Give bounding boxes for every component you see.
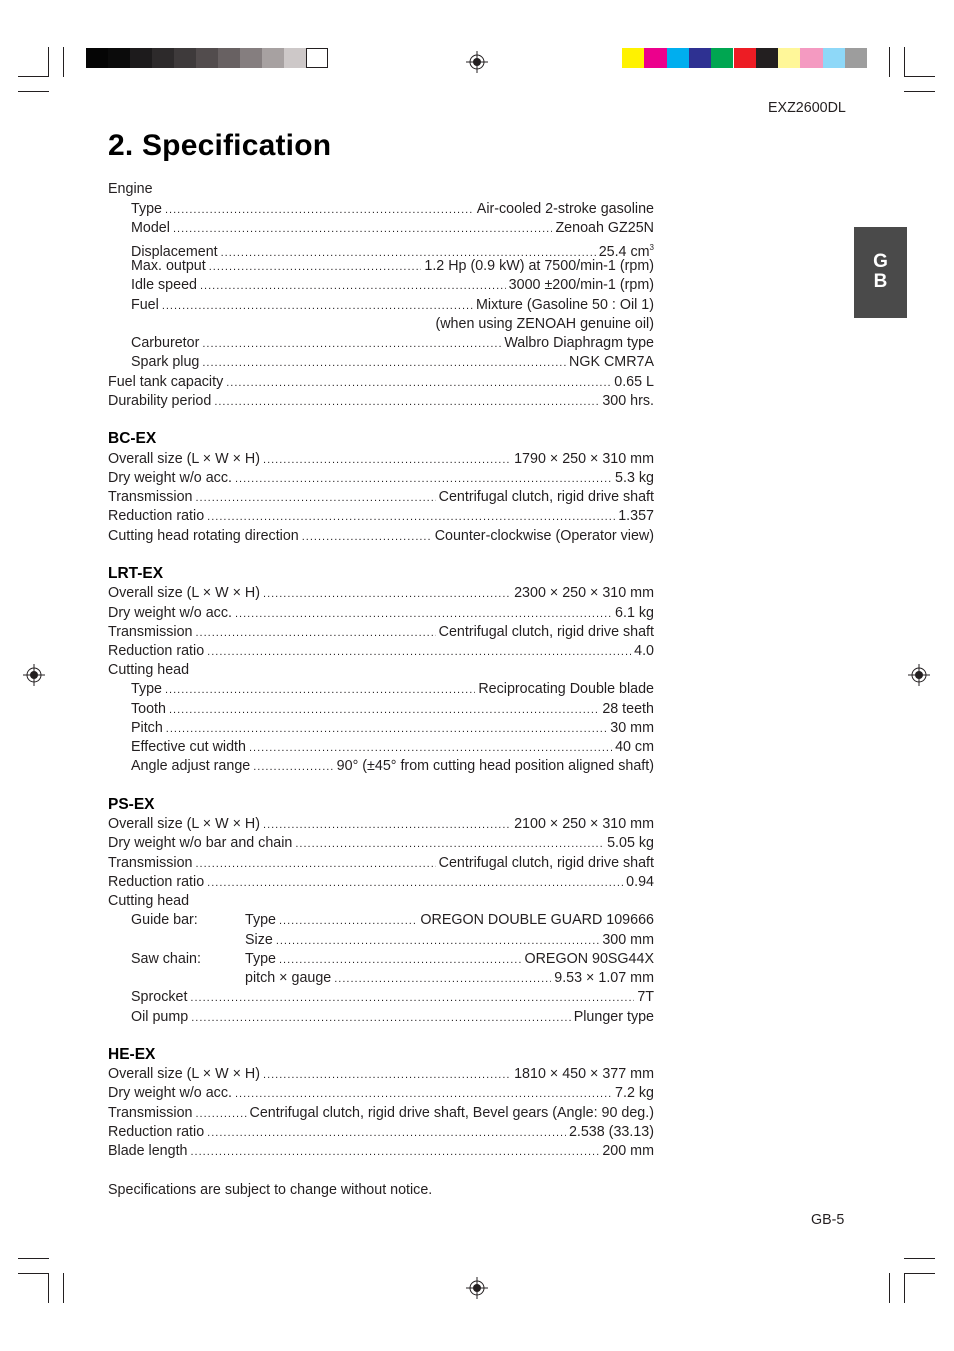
spec-value: 0.65 L: [614, 374, 654, 390]
spec-label: Overall size (L × W × H): [108, 585, 261, 601]
calibration-swatch: [667, 48, 689, 68]
spec-row: [108, 815, 654, 834]
spec-row: [245, 931, 654, 950]
spec-value: OREGON 90SG44X: [524, 951, 654, 967]
spec-value: Centrifugal clutch, rigid drive shaft: [438, 855, 654, 871]
calibration-swatch: [196, 48, 218, 68]
spec-row: [108, 450, 654, 469]
spec-row: [108, 1084, 654, 1103]
footnote: Specifications are subject to change without notice.: [108, 1182, 433, 1198]
section-tab-gb: [854, 227, 907, 318]
spec-value: 2300 × 250 × 310 mm: [514, 585, 654, 601]
spec-value: 200 mm: [602, 1143, 654, 1159]
spec-label: Angle adjust range: [131, 758, 251, 774]
spec-row: [131, 680, 654, 699]
spec-row: [131, 988, 654, 1007]
spec-label: Displacement: [131, 243, 218, 260]
spec-label: Reduction ratio: [108, 1124, 205, 1140]
spec-row: [245, 950, 654, 969]
spec-row: [108, 1104, 654, 1123]
spec-row: [108, 373, 654, 392]
spec-value: Mixture (Gasoline 50 : Oil 1): [476, 297, 654, 313]
spec-value: 25.4 $cm^3$: [598, 243, 654, 260]
spec-row: [108, 642, 654, 661]
calibration-swatch: [284, 48, 306, 68]
spec-label: pitch × gauge: [245, 970, 332, 986]
spec-value: 1790 × 250 × 310 mm: [514, 451, 654, 467]
spec-value: Walbro Diaphragm type: [504, 335, 654, 351]
spec-row: [131, 1008, 654, 1027]
spec-row: [245, 969, 654, 988]
spec-value: 30 mm: [610, 720, 654, 736]
registration-mark-icon: [466, 1277, 488, 1299]
spec-row: [108, 584, 654, 603]
spec-label: Pitch: [131, 720, 163, 736]
spec-value: 7T: [637, 989, 654, 1005]
spec-row: [108, 469, 654, 488]
guide-bar-label: Guide bar:: [131, 912, 198, 928]
spec-row: [108, 1123, 654, 1142]
spec-label: Type: [245, 951, 276, 967]
spec-label: Transmission: [108, 624, 193, 640]
spec-value: NGK CMR7A: [569, 354, 654, 370]
spec-value: 4.0: [634, 643, 654, 659]
spec-value: Reciprocating Double blade: [478, 681, 654, 697]
spec-row: [108, 507, 654, 526]
spec-label: Dry weight w/o acc.: [108, 605, 232, 621]
spec-value: OREGON DOUBLE GUARD 109666: [420, 912, 654, 928]
calibration-swatch: [644, 48, 666, 68]
calibration-swatch: [262, 48, 284, 68]
spec-row: [131, 200, 654, 219]
spec-row: [108, 604, 654, 623]
spec-value: 1810 × 450 × 377 mm: [514, 1066, 654, 1082]
calibration-swatch: [240, 48, 262, 68]
calibration-swatch: [152, 48, 174, 68]
calibration-swatch: [845, 48, 867, 68]
spec-value: 28 teeth: [602, 701, 654, 717]
section-tab-letter: G: [873, 251, 888, 272]
spec-label: Overall size (L × W × H): [108, 1066, 261, 1082]
spec-row: [108, 1065, 654, 1084]
cutting-head-heading: Cutting head: [108, 893, 190, 909]
calibration-swatch: [108, 48, 130, 68]
spec-label: Fuel tank capacity: [108, 374, 224, 390]
spec-label: Reduction ratio: [108, 643, 205, 659]
calibration-swatch: [711, 48, 733, 68]
spec-label: Effective cut width: [131, 739, 246, 755]
calibration-swatch: [174, 48, 196, 68]
spec-value: Centrifugal clutch, rigid drive shaft: [438, 489, 654, 505]
spec-value: 5.05 kg: [607, 835, 654, 851]
spec-value: Plunger type: [573, 1009, 654, 1025]
spec-value: 3000 ±200/min-1 (rpm): [508, 277, 654, 293]
spec-value-continuation: (when using ZENOAH genuine oil): [435, 316, 654, 332]
spec-label: Cutting head rotating direction: [108, 528, 299, 544]
spec-label: Sprocket: [131, 989, 188, 1005]
calibration-swatch: [823, 48, 845, 68]
calibration-swatch: [778, 48, 800, 68]
spec-label: Size: [245, 932, 273, 948]
spec-label: Reduction ratio: [108, 508, 205, 524]
spec-label: Spark plug: [131, 354, 200, 370]
spec-label: Overall size (L × W × H): [108, 451, 261, 467]
spec-value: 300 hrs.: [602, 393, 654, 409]
spec-value: Counter-clockwise (Operator view): [434, 528, 654, 544]
spec-value: 40 cm: [615, 739, 654, 755]
spec-row: [131, 238, 654, 260]
calibration-swatch: [306, 48, 328, 68]
spec-row: [131, 757, 654, 776]
spec-label: Max. output: [131, 258, 206, 274]
calibration-swatch: [130, 48, 152, 68]
spec-label: Transmission: [108, 489, 193, 505]
engine-heading: Engine: [108, 181, 153, 197]
spec-row: [131, 738, 654, 757]
spec-label: Reduction ratio: [108, 874, 205, 890]
section-heading-lrt-ex: LRT-EX: [108, 565, 164, 582]
spec-row: [108, 527, 654, 546]
spec-label: Dry weight w/o acc.: [108, 1085, 232, 1101]
spec-row: [245, 911, 654, 930]
spec-label: Blade length: [108, 1143, 188, 1159]
calibration-swatch: [86, 48, 108, 68]
section-heading-ps-ex: PS-EX: [108, 796, 155, 813]
registration-mark-icon: [23, 664, 45, 686]
cutting-head-heading: Cutting head: [108, 662, 190, 678]
spec-row: [131, 257, 654, 276]
spec-label: Type: [245, 912, 276, 928]
spec-row: [108, 488, 654, 507]
spec-value: 9.53 × 1.07 mm: [554, 970, 654, 986]
registration-mark-icon: [908, 664, 930, 686]
saw-chain-label: Saw chain:: [131, 951, 201, 967]
model-code: EXZ2600DL: [768, 100, 846, 116]
spec-row: [131, 353, 654, 372]
spec-label: Dry weight w/o acc.: [108, 470, 232, 486]
spec-value: Centrifugal clutch, rigid drive shaft, Bevel gears (Angle: 90 deg.): [249, 1105, 654, 1121]
spec-value: Centrifugal clutch, rigid drive shaft: [438, 624, 654, 640]
spec-value: 5.3 kg: [615, 470, 654, 486]
spec-value: 1.2 Hp (0.9 kW) at 7500/min-1 (rpm): [424, 258, 654, 274]
spec-value: 300 mm: [602, 932, 654, 948]
spec-row: [108, 1142, 654, 1161]
spec-row: [131, 719, 654, 738]
spec-label: Fuel: [131, 297, 159, 313]
spec-label: Transmission: [108, 1105, 193, 1121]
section-heading-bc-ex: BC-EX: [108, 430, 157, 447]
calibration-swatch: [622, 48, 644, 68]
spec-value: 1.357: [618, 508, 654, 524]
spec-row: [108, 873, 654, 892]
spec-label: Carburetor: [131, 335, 200, 351]
spec-row: [108, 392, 654, 411]
spec-row: [131, 219, 654, 238]
spec-label: Tooth: [131, 701, 166, 717]
calibration-swatch: [218, 48, 240, 68]
calibration-swatch: [734, 48, 756, 68]
registration-mark-icon: [466, 51, 488, 73]
section-heading-he-ex: HE-EX: [108, 1046, 156, 1063]
spec-row: [108, 623, 654, 642]
spec-row: [108, 834, 654, 853]
spec-label: Oil pump: [131, 1009, 189, 1025]
spec-label: Transmission: [108, 855, 193, 871]
spec-value: Air-cooled 2-stroke gasoline: [476, 201, 654, 217]
spec-label: Idle speed: [131, 277, 197, 293]
spec-value: 2100 × 250 × 310 mm: [514, 816, 654, 832]
spec-value: Zenoah GZ25N: [555, 220, 654, 236]
spec-row: [131, 334, 654, 353]
spec-value: 7.2 kg: [615, 1085, 654, 1101]
spec-label: Type: [131, 681, 162, 697]
spec-label: Durability period: [108, 393, 212, 409]
spec-value: 2.538 (33.13): [568, 1124, 654, 1140]
calibration-swatch: [800, 48, 822, 68]
section-tab-letter: B: [873, 271, 888, 292]
spec-value: 90° (±45° from cutting head position aligned shaft): [336, 758, 654, 774]
spec-value: 6.1 kg: [615, 605, 654, 621]
spec-row: [131, 296, 654, 315]
spec-label: Overall size (L × W × H): [108, 816, 261, 832]
spec-label: Dry weight w/o bar and chain: [108, 835, 293, 851]
spec-label: Model: [131, 220, 170, 236]
spec-row: [108, 854, 654, 873]
page-number: GB-5: [811, 1212, 845, 1228]
calibration-swatch: [689, 48, 711, 68]
spec-value: 0.94: [626, 874, 654, 890]
page-title: 2. Specification: [108, 129, 332, 162]
spec-row: [131, 700, 654, 719]
spec-row: [131, 276, 654, 295]
calibration-swatch: [756, 48, 778, 68]
spec-label: Type: [131, 201, 162, 217]
